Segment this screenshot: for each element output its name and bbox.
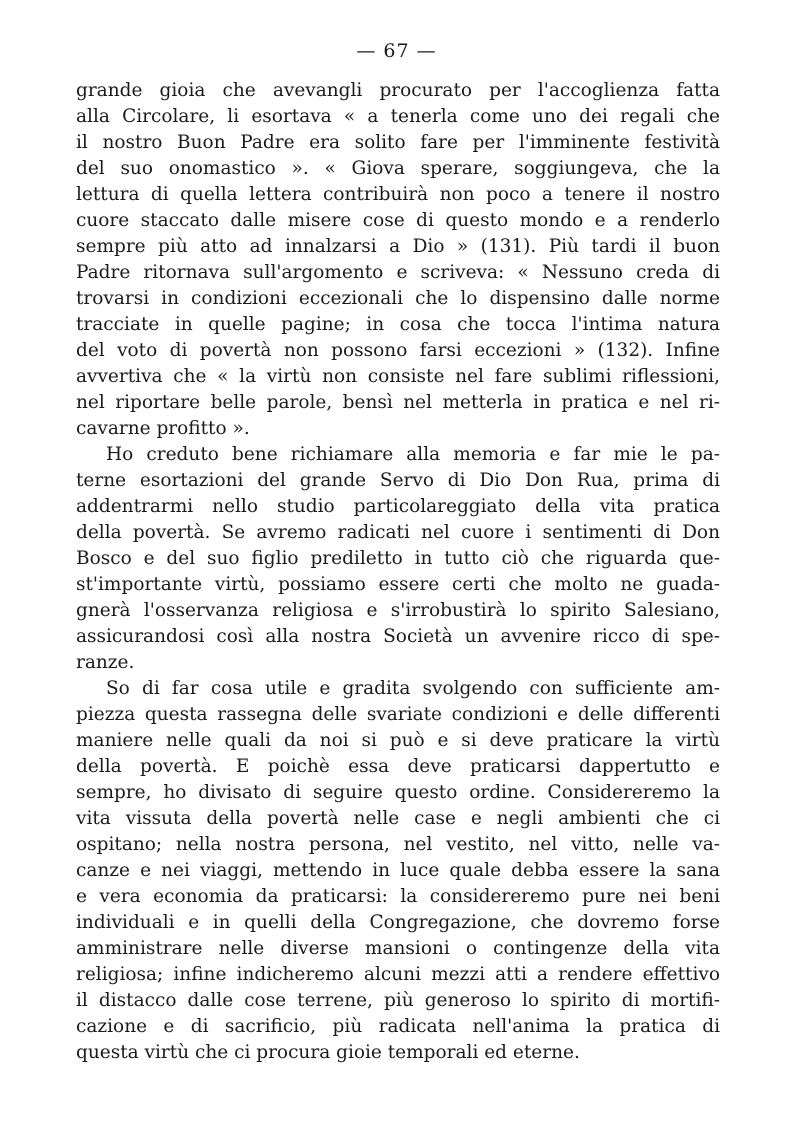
text-line: cuore staccato dalle misere cose di questo mondo e a renderlo [76, 210, 720, 231]
text-line: religiosa; infine indicheremo alcuni mezzi atti a rendere effettivo [76, 964, 720, 985]
text-line: grande gioia che avevangli procurato per l'accoglienza fatta [76, 80, 720, 101]
paragraph-1 [76, 78, 720, 442]
text-line: addentrarmi nello studio particolareggiato della vita pratica [76, 496, 720, 517]
text-line: assicurandosi così alla nostra Società un avvenire ricco di spe- [76, 626, 720, 647]
text-line: Bosco e del suo figlio prediletto in tutto ciò che riguarda que- [76, 548, 720, 569]
text-line: So di far cosa utile e gradita svolgendo con sufficiente am- [106, 678, 720, 699]
paragraph-2 [76, 442, 720, 676]
text-line: cazione e di sacrificio, più radicata nell'anima la pratica di [76, 1016, 720, 1037]
text-line: questa virtù che ci procura gioie temporali ed eterne. [76, 1042, 580, 1063]
text-line: lettura di quella lettera contribuirà non poco a tenere il nostro [76, 184, 720, 205]
text-line: canze e nei viaggi, mettendo in luce quale debba essere la sana [76, 860, 720, 881]
text-line: st'importante virtù, possiamo essere certi che molto ne guada- [76, 574, 720, 595]
text-line: trovarsi in condizioni eccezionali che lo dispensino dalle norme [76, 288, 720, 309]
text-line: ospitano; nella nostra persona, nel vestito, nel vitto, nelle va- [76, 834, 720, 855]
text-line: amministrare nelle diverse mansioni o contingenze della vita [76, 938, 720, 959]
body-text [76, 78, 720, 1066]
text-line: maniere nelle quali da noi si può e si deve praticare la virtù [76, 730, 720, 751]
text-line: e vera economia da praticarsi: la considereremo pure nei beni [76, 886, 720, 907]
text-line: avvertiva che « la virtù non consiste nel fare sublimi riflessioni, [76, 366, 720, 387]
text-line: sempre più atto ad innalzarsi a Dio » (131). Più tardi il buon [76, 236, 720, 257]
text-line: piezza questa rassegna delle svariate condizioni e delle differenti [76, 704, 720, 725]
text-line: tracciate in quelle pagine; in cosa che tocca l'intima natura [76, 314, 720, 335]
text-line: della povertà. E poichè essa deve praticarsi dappertutto e [76, 756, 720, 777]
text-line: Ho creduto bene richiamare alla memoria e far mie le pa- [106, 444, 720, 465]
text-line: Padre ritornava sull'argomento e scriveva: « Nessuno creda di [76, 262, 720, 283]
text-line: nel riportare belle parole, bensì nel metterla in pratica e nel ri- [76, 392, 720, 413]
text-line: cavarne profitto ». [76, 418, 250, 439]
paragraph-3 [76, 676, 720, 1066]
text-line: terne esortazioni del grande Servo di Dio Don Rua, prima di [76, 470, 720, 491]
text-line: sempre, ho divisato di seguire questo ordine. Considereremo la [76, 782, 720, 803]
text-line: individuali e in quelli della Congregazione, che dovremo forse [76, 912, 720, 933]
text-line: il nostro Buon Padre era solito fare per l'imminente festività [76, 132, 720, 153]
text-line: ranze. [76, 652, 135, 673]
text-line: il distacco dalle cose terrene, più generoso lo spirito di mortifi- [76, 990, 720, 1011]
text-line: alla Circolare, li esortava « a tenerla come uno dei regali che [76, 106, 720, 127]
text-line: gnerà l'osservanza religiosa e s'irrobustirà lo spirito Salesiano, [76, 600, 720, 621]
text-line: della povertà. Se avremo radicati nel cuore i sentimenti di Don [76, 522, 720, 543]
text-line: vita vissuta della povertà nelle case e negli ambienti che ci [76, 808, 720, 829]
text-line: del voto di povertà non possono farsi eccezioni » (132). Infine [76, 340, 720, 361]
text-line: del suo onomastico ». « Giova sperare, soggiungeva, che la [76, 158, 720, 179]
page-number: — 67 — [356, 40, 437, 62]
